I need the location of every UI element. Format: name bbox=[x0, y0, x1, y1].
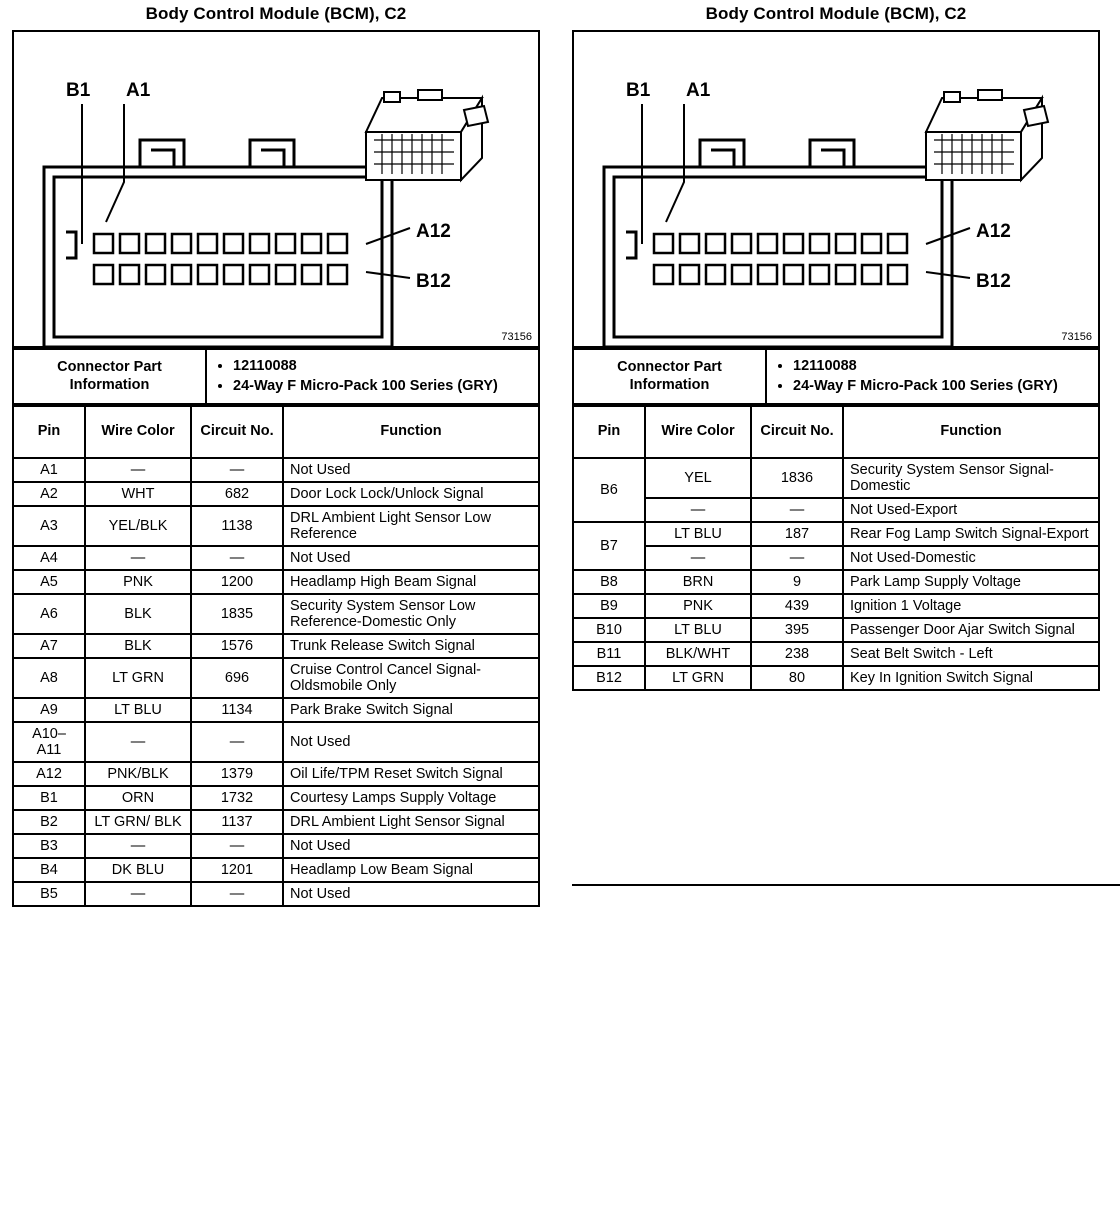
cell-function: Not Used bbox=[283, 722, 539, 762]
label-b12: B12 bbox=[976, 271, 1011, 292]
cell-function: Courtesy Lamps Supply Voltage bbox=[283, 786, 539, 810]
cell-circuit: 80 bbox=[751, 666, 843, 690]
cell-pin: B9 bbox=[573, 594, 645, 618]
label-b1: B1 bbox=[626, 80, 651, 101]
page-title-left: Body Control Module (BCM), C2 bbox=[145, 4, 407, 23]
cell-function: DRL Ambient Light Sensor Low Reference bbox=[283, 506, 539, 546]
connector-diagram-left bbox=[12, 30, 540, 348]
figure-code-left: 73156 bbox=[501, 331, 532, 343]
cell-circuit: 439 bbox=[751, 594, 843, 618]
cell-wire: — bbox=[645, 498, 751, 522]
cell-wire: BLK bbox=[85, 594, 191, 634]
connector-info-label: Connector Part Information bbox=[13, 349, 206, 404]
cell-wire: — bbox=[85, 834, 191, 858]
column-header-function: Function bbox=[843, 406, 1099, 458]
table-row bbox=[13, 658, 539, 698]
table-row bbox=[13, 858, 539, 882]
cell-circuit: 1138 bbox=[191, 506, 283, 546]
cell-circuit: 1379 bbox=[191, 762, 283, 786]
table-row bbox=[13, 834, 539, 858]
cell-pin: A2 bbox=[13, 482, 85, 506]
cell-circuit: — bbox=[191, 834, 283, 858]
cell-wire: LT BLU bbox=[645, 522, 751, 546]
label-a12: A12 bbox=[416, 221, 451, 242]
cell-circuit: 9 bbox=[751, 570, 843, 594]
label-a12: A12 bbox=[976, 221, 1011, 242]
connector-drawing-left bbox=[14, 32, 538, 346]
cell-wire: YEL/BLK bbox=[85, 506, 191, 546]
cell-function: Trunk Release Switch Signal bbox=[283, 634, 539, 658]
cell-pin: A7 bbox=[13, 634, 85, 658]
table-row bbox=[573, 666, 1099, 690]
cell-pin: B10 bbox=[573, 618, 645, 642]
cell-wire: PNK bbox=[645, 594, 751, 618]
cell-wire: — bbox=[85, 722, 191, 762]
column-header-circuit: Circuit No. bbox=[751, 406, 843, 458]
cell-wire: DK BLU bbox=[85, 858, 191, 882]
cell-circuit: 1201 bbox=[191, 858, 283, 882]
cell-wire: PNK/BLK bbox=[85, 762, 191, 786]
cell-function: Park Brake Switch Signal bbox=[283, 698, 539, 722]
cell-circuit: 1835 bbox=[191, 594, 283, 634]
cell-function: Headlamp Low Beam Signal bbox=[283, 858, 539, 882]
panel-left bbox=[12, 0, 540, 907]
cell-wire: LT BLU bbox=[645, 618, 751, 642]
cell-wire: BLK/WHT bbox=[645, 642, 751, 666]
table-row bbox=[573, 458, 1099, 498]
cell-circuit: 187 bbox=[751, 522, 843, 546]
connector-info-table-right bbox=[572, 348, 1100, 405]
column-header-wire: Wire Color bbox=[85, 406, 191, 458]
pin-table-right bbox=[572, 405, 1100, 691]
cell-circuit: — bbox=[751, 498, 843, 522]
cell-wire: BLK bbox=[85, 634, 191, 658]
table-row bbox=[573, 349, 1099, 404]
cell-pin: B2 bbox=[13, 810, 85, 834]
cell-circuit: 1576 bbox=[191, 634, 283, 658]
connector-info-label: Connector Part Information bbox=[573, 349, 766, 404]
cell-wire: WHT bbox=[85, 482, 191, 506]
cell-pin: A9 bbox=[13, 698, 85, 722]
label-b12: B12 bbox=[416, 271, 451, 292]
cell-pin: A4 bbox=[13, 546, 85, 570]
cell-pin: B5 bbox=[13, 882, 85, 906]
cell-circuit: 1134 bbox=[191, 698, 283, 722]
table-row bbox=[13, 698, 539, 722]
label-a1: A1 bbox=[686, 80, 711, 101]
cell-circuit: — bbox=[191, 882, 283, 906]
cell-circuit: 1732 bbox=[191, 786, 283, 810]
table-row bbox=[13, 546, 539, 570]
cell-function: Not Used bbox=[283, 882, 539, 906]
cell-pin: B8 bbox=[573, 570, 645, 594]
cell-circuit: 696 bbox=[191, 658, 283, 698]
connector-drawing-right bbox=[574, 32, 1098, 346]
page-title-right: Body Control Module (BCM), C2 bbox=[705, 4, 967, 23]
cell-circuit: 1200 bbox=[191, 570, 283, 594]
cell-function: Key In Ignition Switch Signal bbox=[843, 666, 1099, 690]
table-header-row bbox=[573, 406, 1099, 458]
cell-pin: A3 bbox=[13, 506, 85, 546]
column-header-circuit: Circuit No. bbox=[191, 406, 283, 458]
cell-function: Not Used-Domestic bbox=[843, 546, 1099, 570]
cell-wire: BRN bbox=[645, 570, 751, 594]
column-header-wire: Wire Color bbox=[645, 406, 751, 458]
cell-pin: A1 bbox=[13, 458, 85, 482]
cell-function: Seat Belt Switch - Left bbox=[843, 642, 1099, 666]
connector-info-table-left bbox=[12, 348, 540, 405]
cell-function: Cruise Control Cancel Signal-Oldsmobile Only bbox=[283, 658, 539, 698]
table-row bbox=[13, 810, 539, 834]
cell-wire: — bbox=[85, 882, 191, 906]
list-item: • 12110088 bbox=[233, 357, 530, 376]
list-item: • 24-Way F Micro-Pack 100 Series (GRY) bbox=[793, 377, 1090, 396]
label-b1: B1 bbox=[66, 80, 91, 101]
cell-function: Ignition 1 Voltage bbox=[843, 594, 1099, 618]
cell-circuit: — bbox=[191, 546, 283, 570]
cell-wire: YEL bbox=[645, 458, 751, 498]
connector-info-values bbox=[766, 349, 1099, 404]
cell-pin: B12 bbox=[573, 666, 645, 690]
connector-diagram-right bbox=[572, 30, 1100, 348]
section-divider bbox=[572, 884, 1120, 886]
panel-right bbox=[572, 0, 1100, 691]
cell-function: Door Lock Lock/Unlock Signal bbox=[283, 482, 539, 506]
cell-function: Passenger Door Ajar Switch Signal bbox=[843, 618, 1099, 642]
table-row bbox=[573, 618, 1099, 642]
table-row bbox=[13, 506, 539, 546]
table-row bbox=[13, 349, 539, 404]
list-item: • 24-Way F Micro-Pack 100 Series (GRY) bbox=[233, 377, 530, 396]
table-row bbox=[573, 642, 1099, 666]
cell-function: Security System Sensor Low Reference-Domestic Only bbox=[283, 594, 539, 634]
table-row bbox=[13, 762, 539, 786]
cell-pin: A10–A11 bbox=[13, 722, 85, 762]
cell-wire: PNK bbox=[85, 570, 191, 594]
cell-function: Not Used bbox=[283, 546, 539, 570]
cell-pin: B1 bbox=[13, 786, 85, 810]
table-row bbox=[13, 634, 539, 658]
cell-wire: — bbox=[85, 458, 191, 482]
list-item: • 12110088 bbox=[793, 357, 1090, 376]
cell-pin: A8 bbox=[13, 658, 85, 698]
column-header-pin: Pin bbox=[573, 406, 645, 458]
cell-function: DRL Ambient Light Sensor Signal bbox=[283, 810, 539, 834]
cell-wire: LT GRN bbox=[645, 666, 751, 690]
cell-wire: — bbox=[645, 546, 751, 570]
column-header-pin: Pin bbox=[13, 406, 85, 458]
table-row bbox=[573, 522, 1099, 546]
cell-function: Park Lamp Supply Voltage bbox=[843, 570, 1099, 594]
cell-pin: A6 bbox=[13, 594, 85, 634]
pin-table-left bbox=[12, 405, 540, 907]
table-row bbox=[13, 570, 539, 594]
cell-pin: B11 bbox=[573, 642, 645, 666]
cell-function: Headlamp High Beam Signal bbox=[283, 570, 539, 594]
cell-circuit: 238 bbox=[751, 642, 843, 666]
cell-function: Not Used bbox=[283, 458, 539, 482]
cell-pin: A5 bbox=[13, 570, 85, 594]
cell-circuit: 682 bbox=[191, 482, 283, 506]
cell-function: Security System Sensor Signal-Domestic bbox=[843, 458, 1099, 498]
connector-info-values bbox=[206, 349, 539, 404]
cell-wire: LT BLU bbox=[85, 698, 191, 722]
table-row bbox=[13, 594, 539, 634]
table-row bbox=[573, 546, 1099, 570]
cell-function: Oil Life/TPM Reset Switch Signal bbox=[283, 762, 539, 786]
column-header-function: Function bbox=[283, 406, 539, 458]
cell-wire: LT GRN bbox=[85, 658, 191, 698]
cell-circuit: — bbox=[191, 458, 283, 482]
cell-pin: A12 bbox=[13, 762, 85, 786]
figure-code-right: 73156 bbox=[1061, 331, 1092, 343]
cell-circuit: 1137 bbox=[191, 810, 283, 834]
label-a1: A1 bbox=[126, 80, 151, 101]
cell-wire: LT GRN/ BLK bbox=[85, 810, 191, 834]
cell-function: Rear Fog Lamp Switch Signal-Export bbox=[843, 522, 1099, 546]
cell-function: Not Used bbox=[283, 834, 539, 858]
table-header-row bbox=[13, 406, 539, 458]
table-row bbox=[13, 882, 539, 906]
cell-wire: ORN bbox=[85, 786, 191, 810]
cell-circuit: — bbox=[751, 546, 843, 570]
cell-pin: B4 bbox=[13, 858, 85, 882]
cell-pin: B6 bbox=[573, 458, 645, 522]
table-row bbox=[573, 570, 1099, 594]
cell-pin: B7 bbox=[573, 522, 645, 570]
cell-pin: B3 bbox=[13, 834, 85, 858]
cell-circuit: 395 bbox=[751, 618, 843, 642]
table-row bbox=[13, 722, 539, 762]
table-row bbox=[13, 786, 539, 810]
cell-wire: — bbox=[85, 546, 191, 570]
cell-circuit: — bbox=[191, 722, 283, 762]
table-row bbox=[573, 594, 1099, 618]
cell-function: Not Used-Export bbox=[843, 498, 1099, 522]
table-row bbox=[13, 482, 539, 506]
table-row bbox=[13, 458, 539, 482]
table-row bbox=[573, 498, 1099, 522]
cell-circuit: 1836 bbox=[751, 458, 843, 498]
